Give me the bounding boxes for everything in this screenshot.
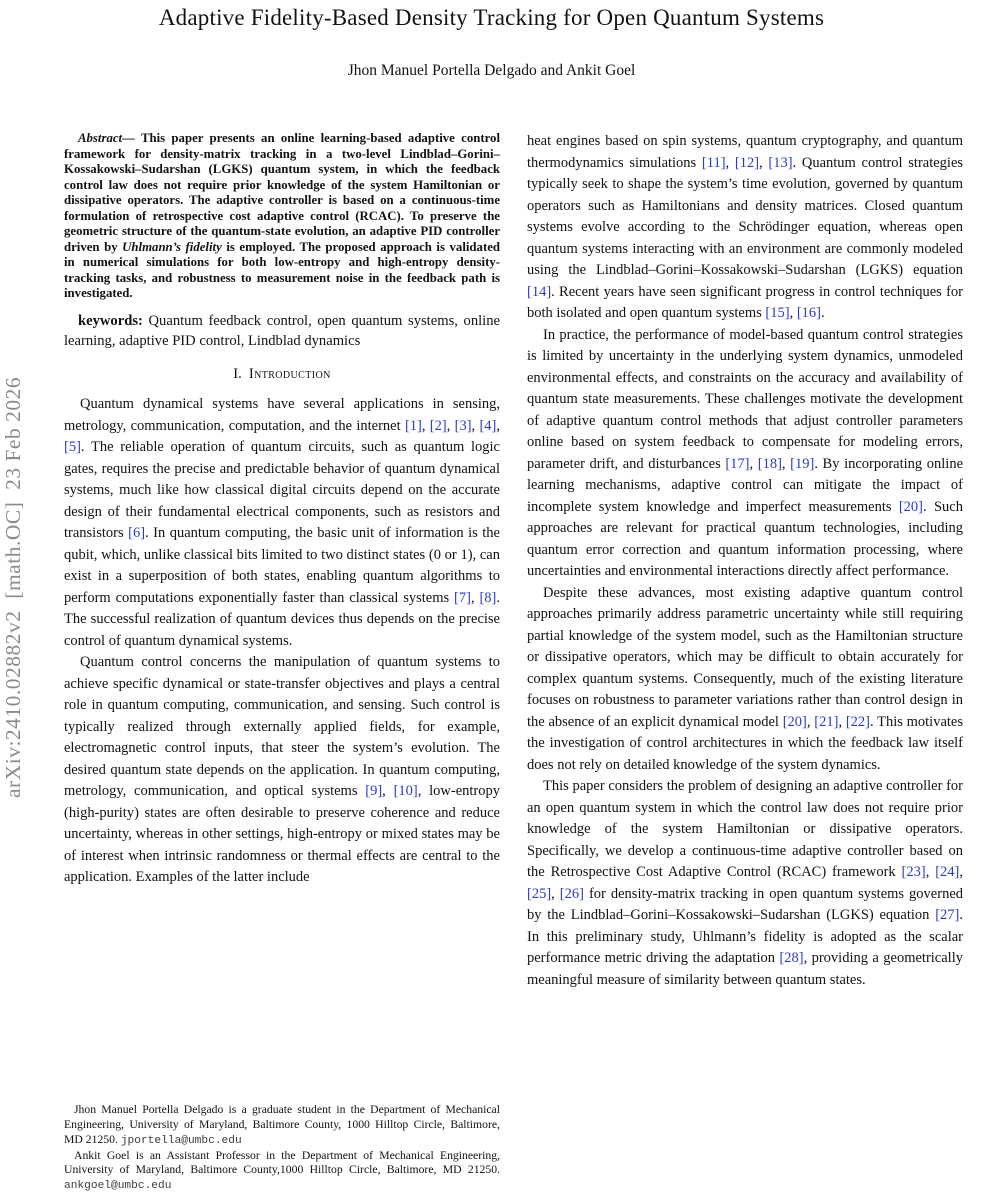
paper-title: Adaptive Fidelity-Based Density Tracking for Open Quantum Systems	[158, 5, 825, 30]
citation-link[interactable]: [15]	[765, 305, 790, 321]
paragraph-this-paper: This paper considers the problem of designing an adaptive controller for an open quantum system in which the control law does not require prior knowledge of the system Hamiltonian or dissipative operators. Specifically, we develop a continuous-time adaptive controller based on the Retrospective Cost Adaptive Control (RCAC) framework [23], [24], [25], [26] for density-matrix tracking in open quantum systems governed by the Lindblad–Gorini–Kossakowski–Sudarshan (LGKS) equation [27]. In this preliminary study, Uhlmann’s fidelity is adopted as the scalar performance metric driving the adaptation [28], providing a geometrically meaningful measure of similarity between quantum states.	[527, 778, 964, 988]
citation-link[interactable]: [22]	[845, 713, 870, 730]
citation-link[interactable]: [12]	[734, 154, 760, 171]
citation-link[interactable]: [20]	[898, 498, 924, 515]
section-title: Introduction	[248, 366, 331, 383]
citation-link[interactable]: [5]	[64, 439, 81, 456]
citation-link[interactable]: [13]	[768, 154, 793, 171]
footnote-text: Jhon Manuel Portella Delgado is a graduate student in the Department of Mechanical Engineering, University of Maryland, Baltimore County, 1000 Hilltop Circle, Baltimore, MD 21250.	[64, 1103, 500, 1146]
paragraph-continuation: heat engines based on spin systems, quantum cryptography, and quantum thermodynamics simulations [11], [12], [13]. Quantum control strategies typically seek to shape the system’s time evolution, governed by quantum operators such as Hamiltonians and density matrices. Closed quantum systems evolve according to the Schrödinger equation, whereas open quantum systems interacting with an environment are commonly modeled using the Lindblad–Gorini–Kossakowski–Sudarshan (LGKS) equation [14]. Recent years have seen significant progress in control techniques for both isolated and open quantum systems [15], [16].	[527, 133, 964, 321]
footnote-author-2	[64, 1149, 500, 1194]
citation-link[interactable]: [16]	[796, 305, 822, 321]
citation-link[interactable]: [17]	[725, 455, 750, 472]
citation-link[interactable]: [9]	[365, 783, 383, 800]
citation-link[interactable]: [25]	[527, 885, 552, 902]
paragraph-in-practice: In practice, the performance of model-based quantum control strategies is limited by uncertainty in the underlying system dynamics, unmodeled environmental effects, and constraints on the accuracy and availability of quantum state measurements. These challenges motivate the development of adaptive quantum control methods that adjust controller parameters online based on system feedback to compensate for modeling errors, parameter drift, and disturbances [17], [18], [19]. By incorporating online learning mechanisms, adaptive control can mitigate the impact of incomplete system knowledge and imperfect measurements [20]. Such approaches are relevant for practical quantum technologies, including quantum error correction and quantum information processing, where uncertainties and environmental interactions directly affect performance.	[527, 326, 964, 579]
footnote-text: Ankit Goel is an Assistant Professor in the Department of Mechanical Engineering, University of Maryland, Baltimore County,1000 Hilltop Circle, Baltimore, MD 21250.	[64, 1148, 500, 1177]
abstract	[64, 131, 500, 302]
citation-link[interactable]: [27]	[935, 907, 960, 923]
citation-link[interactable]: [18]	[757, 455, 782, 472]
citation-link[interactable]: [23]	[901, 864, 926, 880]
abstract-text: This paper presents an online learning-based adaptive control framework for density-matrix tracking in a two-level Lindblad–Gorini–Kossakowski–Sudarshan (LGKS) quantum system, in which the feedback control law does not require prior knowledge of the system Hamiltonian or dissipative operators. The adaptive controller is based on a continuous-time formulation of retrospective cost adaptive control (RCAC). To preserve the geometric structure of the quantum-state evolution, an adaptive PID controller driven by	[64, 131, 500, 254]
two-column-body	[0, 131, 983, 1194]
citation-link[interactable]: [19]	[790, 455, 815, 472]
section-number: I.	[233, 366, 242, 383]
citation-link[interactable]: [3]	[454, 417, 472, 434]
arxiv-watermark: arXiv:2410.02882v2 [math.OC] 23 Feb 2026	[1, 376, 25, 799]
abstract-emphasis: Uhlmann’s fidelity	[122, 239, 222, 254]
citation-link[interactable]: [14]	[527, 283, 552, 300]
email-link-jportella[interactable]: jportella@umbc.edu	[120, 1134, 242, 1147]
citation-link[interactable]: [24]	[935, 864, 960, 880]
citation-link[interactable]: [28]	[779, 950, 804, 966]
paragraph-despite-advances: Despite these advances, most existing adaptive quantum control approaches primarily address parametric uncertainty while still requiring partial knowledge of the system model, such as the Hamiltonian structure or dissipative operators, which may be difficult to obtain accurately for complex quantum systems. Consequently, much of the existing literature focuses on robustness to parameter variations rather than control design in the absence of an explicit dynamical model [20], [21], [22]. This motivates the investigation of control architectures in which the feedback law itself does not rely on detailed knowledge of the system dynamics.	[527, 584, 963, 773]
author-footnotes	[64, 1095, 500, 1194]
citation-link[interactable]: [1]	[404, 417, 422, 434]
keywords	[64, 311, 500, 353]
citation-link[interactable]: [4]	[479, 417, 497, 434]
left-column	[64, 131, 500, 1194]
citation-link[interactable]: [2]	[429, 417, 447, 434]
citation-link[interactable]: [8]	[479, 589, 497, 606]
citation-link[interactable]: [11]	[701, 154, 726, 171]
paper-authors: Jhon Manuel Portella Delgado and Ankit Goel	[347, 62, 636, 79]
paper-header	[0, 0, 983, 80]
right-column	[527, 131, 963, 1194]
citation-link[interactable]: [20]	[782, 713, 807, 730]
abstract-label: Abstract—	[78, 131, 135, 145]
section-heading-introduction	[64, 366, 500, 383]
paragraph-intro-1: Quantum dynamical systems have several applications in sensing, metrology, communication, computation, and the internet [1], [2], [3], [4], [5]. The reliable operation of quantum circuits, such as quantum logic gates, requires the precise and predictable behavior of quantum dynamical systems, much like how classical digital circuits depend on the accurate design of their fundamental electrical components, such as resistors and transistors [6]. In quantum computing, the basic unit of information is the qubit, which, unlike classical bits limited to two distinct states (0 or 1), can exist in a superposition of both states, enabling quantum algorithms to perform computations exponentially faster than classical systems [7], [8]. The successful realization of quantum devices thus depends on the precise control of quantum dynamical systems.	[64, 396, 501, 649]
citation-link[interactable]: [7]	[454, 589, 471, 606]
citation-link[interactable]: [26]	[559, 885, 584, 902]
footnote-author-1	[64, 1103, 500, 1148]
keywords-text: Quantum feedback control, open quantum systems, online learning, adaptive PID control, Lindblad dynamics	[64, 312, 500, 350]
keywords-label: keywords:	[78, 312, 143, 329]
citation-link[interactable]: [6]	[128, 525, 146, 542]
email-link-ankgoel[interactable]: ankgoel@umbc.edu	[64, 1180, 172, 1193]
citation-link[interactable]: [21]	[814, 713, 839, 730]
citation-link[interactable]: [10]	[393, 783, 418, 800]
abstract-text-continued: is employed. The proposed approach is validated in numerical simulations for both low-entropy and high-entropy density-tracking tasks, and robustness to measurement noise in the feedback path is investigated.	[64, 239, 501, 300]
paragraph-intro-2: Quantum control concerns the manipulation of quantum systems to achieve specific dynamical or state-transfer objectives and plays a central role in quantum computing, communication, and sensing. Such control is typically realized through externally applied fields, for example, electromagnetic control inputs, that steer the system’s evolution. The desired quantum state depends on the application. In quantum computing, metrology, communication, and optical systems [9], [10], low-entropy (high-purity) states are often desirable to preserve coherence and reduce uncertainty, whereas in other settings, high-entropy or mixed states may be of interest when intrinsic randomness or thermal effects are central to the application. Examples of the latter include	[64, 654, 500, 886]
